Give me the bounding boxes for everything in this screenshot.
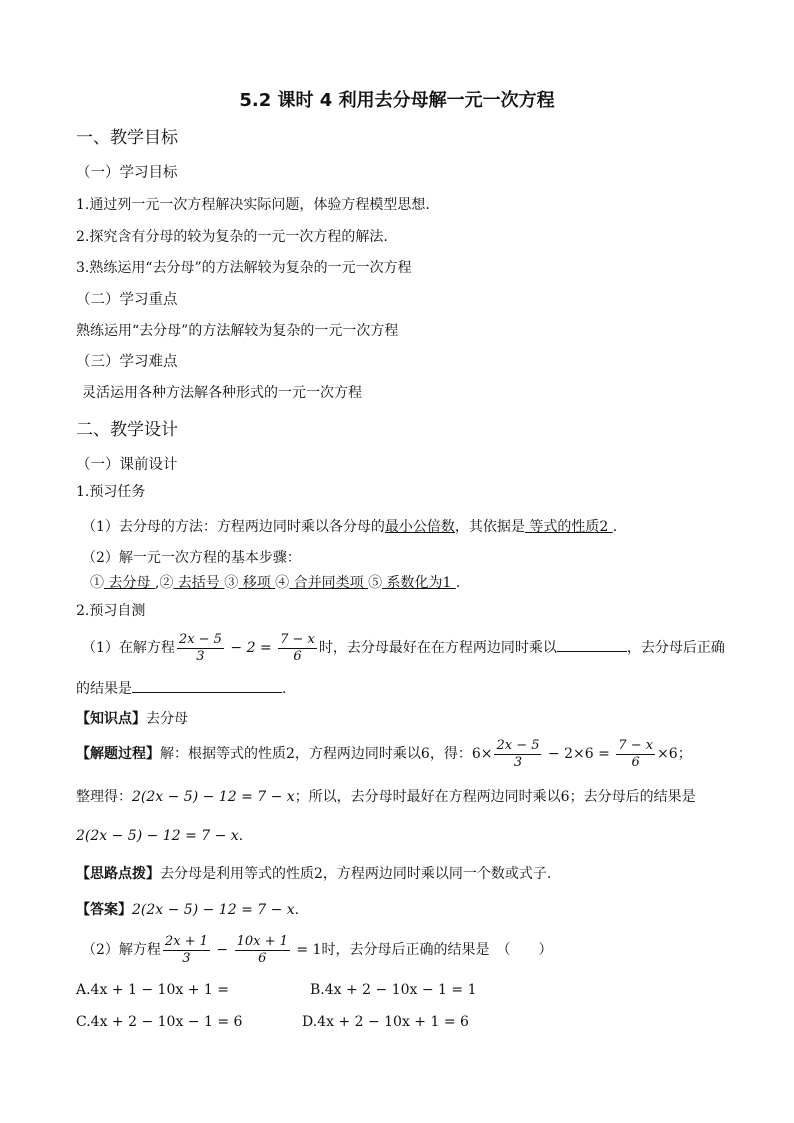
fraction-numerator: 10x + 1 xyxy=(236,933,288,949)
question-1 xyxy=(82,517,617,537)
preview-task-label: 1.预习任务 xyxy=(76,484,146,500)
answer xyxy=(76,900,299,920)
option-c[interactable]: C.4x + 2 − 10x − 1 = 6 xyxy=(76,1014,243,1030)
solution-label: 【解题过程】 xyxy=(76,746,160,762)
step-mark-4: ④ xyxy=(275,575,290,591)
problem-1-line2 xyxy=(76,678,286,699)
fraction-10x-1-over-6 xyxy=(235,934,290,967)
option-a[interactable]: A.4x + 1 − 10x + 1 = xyxy=(76,982,229,998)
equation-middle: − 2 = xyxy=(225,640,277,656)
fraction-denominator: 3 xyxy=(513,754,523,770)
subheading-difficulties: （三）学习难点 xyxy=(76,354,178,370)
step-1: 去分母 xyxy=(104,575,155,591)
subheading-learning-goals: （一）学习目标 xyxy=(76,165,178,181)
step-5: 系数化为1 xyxy=(382,575,456,591)
fraction-denominator: 3 xyxy=(182,950,191,966)
step-4: 合并同类项 xyxy=(289,575,369,591)
solution-line-3: 2(2x − 5) − 12 = 7 − x. xyxy=(76,828,244,844)
page-title: 5.2 课时 4 利用去分母解一元一次方程 xyxy=(239,90,555,111)
hint-text: 去分母是利用等式的性质2，方程两边同时乘以同一个数或式子. xyxy=(160,866,552,882)
steps-end: . xyxy=(455,575,461,591)
section-heading-goals: 一、教学目标 xyxy=(76,128,178,148)
problem-1-text-b: 时，去分母最好在在方程两边同时乘以 xyxy=(318,640,557,656)
fraction-2x-5-over-3 xyxy=(494,738,541,771)
fraction-numerator: 2x − 5 xyxy=(496,737,540,753)
equation-middle: − xyxy=(211,942,233,958)
solution-line-2 xyxy=(76,787,696,807)
goal-item-2: 2.探究含有分母的较为复杂的一元一次方程的解法. xyxy=(76,229,388,245)
problem-1-text-a: （1）在解方程 xyxy=(82,640,175,656)
fraction-numerator: 7 − x xyxy=(280,631,315,647)
solution-equation: 2(2x − 5) − 12 = 7 − x xyxy=(132,789,295,805)
step-mark-1: ① xyxy=(90,575,104,591)
step-mark-3: ③ xyxy=(224,575,239,591)
problem-2 xyxy=(82,930,552,970)
option-b[interactable]: B.4x + 2 − 10x − 1 = 1 xyxy=(310,982,477,998)
answer-blank-multiplier[interactable] xyxy=(557,637,627,652)
fraction-2x-1-over-3 xyxy=(163,934,210,967)
fraction-7-x-over-6 xyxy=(278,632,317,665)
step-2: 去括号 xyxy=(173,575,225,591)
hint-label: 【思路点拨】 xyxy=(76,866,160,882)
step-mark-2: ,② xyxy=(154,575,174,591)
fraction-numerator: 2x + 1 xyxy=(164,933,208,949)
step-mark-5: ⑤ xyxy=(368,575,383,591)
question-1-text-a: （1）去分母的方法：方程两边同时乘以各分母的 xyxy=(82,519,385,535)
answer-equality-property: 等式的性质2 xyxy=(524,519,613,535)
difficulty-text: 灵活运用各种方法解各种形式的一元一次方程 xyxy=(82,385,362,401)
subheading-pre-class: （一）课前设计 xyxy=(76,457,178,473)
question-1-text-c: . xyxy=(612,519,618,535)
problem-1-text-c: ，去分母后正确 xyxy=(626,640,725,656)
knowledge-point-label: 【知识点】 xyxy=(76,711,146,727)
question-2: （2）解一元一次方程的基本步骤： xyxy=(82,550,301,566)
problem-1 xyxy=(82,628,725,668)
fraction-denominator: 6 xyxy=(631,754,640,770)
solution-text-b: − 2×6 = xyxy=(543,746,615,762)
option-d[interactable]: D.4x + 2 − 10x + 1 = 6 xyxy=(302,1014,469,1030)
knowledge-point-text: 去分母 xyxy=(146,711,188,727)
question-1-text-b: ，其依据是 xyxy=(454,519,525,535)
solution-line-1 xyxy=(76,734,692,774)
key-point-text: 熟练运用“去分母”的方法解较为复杂的一元一次方程 xyxy=(76,323,399,339)
self-test-label: 2.预习自测 xyxy=(76,603,146,619)
goal-item-1: 1.通过列一元一次方程解决实际问题，体验方程模型思想. xyxy=(76,197,430,213)
problem-2-text-b: = 1时，去分母后正确的结果是 （ ） xyxy=(291,942,553,958)
knowledge-point xyxy=(76,709,188,729)
fraction-denominator: 3 xyxy=(196,648,205,664)
answer-text: 2(2x − 5) − 12 = 7 − x. xyxy=(132,902,300,918)
solution-line2-a: 整理得： xyxy=(76,789,132,805)
section-heading-design: 二、教学设计 xyxy=(76,420,178,440)
solution-text-a: 解：根据等式的性质2，方程两边同时乘以6，得：6× xyxy=(160,746,493,762)
answer-lcm: 最小公倍数 xyxy=(384,519,455,535)
solution-text-c: ×6； xyxy=(657,746,692,762)
fraction-numerator: 2x − 5 xyxy=(178,631,222,647)
problem-1-text-e: . xyxy=(282,681,287,697)
steps-line xyxy=(90,573,460,593)
fraction-numerator: 7 − x xyxy=(618,737,654,753)
fraction-7-x-over-6 xyxy=(616,738,655,771)
fraction-2x-5-over-3 xyxy=(177,632,224,665)
fraction-denominator: 6 xyxy=(293,648,302,664)
step-3: 移项 xyxy=(238,575,276,591)
solution-line2-b: ；所以，去分母时最好在方程两边同时乘以6；去分母后的结果是 xyxy=(294,789,696,805)
problem-2-text-a: （2）解方程 xyxy=(82,942,161,958)
answer-label: 【答案】 xyxy=(76,902,132,918)
answer-blank-result[interactable] xyxy=(132,678,282,693)
fraction-denominator: 6 xyxy=(258,950,267,966)
subheading-key-points: （二）学习重点 xyxy=(76,292,178,308)
problem-1-text-d: 的结果是 xyxy=(76,681,132,697)
hint xyxy=(76,864,551,884)
goal-item-3: 3.熟练运用“去分母”的方法解较为复杂的一元一次方程 xyxy=(76,260,412,276)
